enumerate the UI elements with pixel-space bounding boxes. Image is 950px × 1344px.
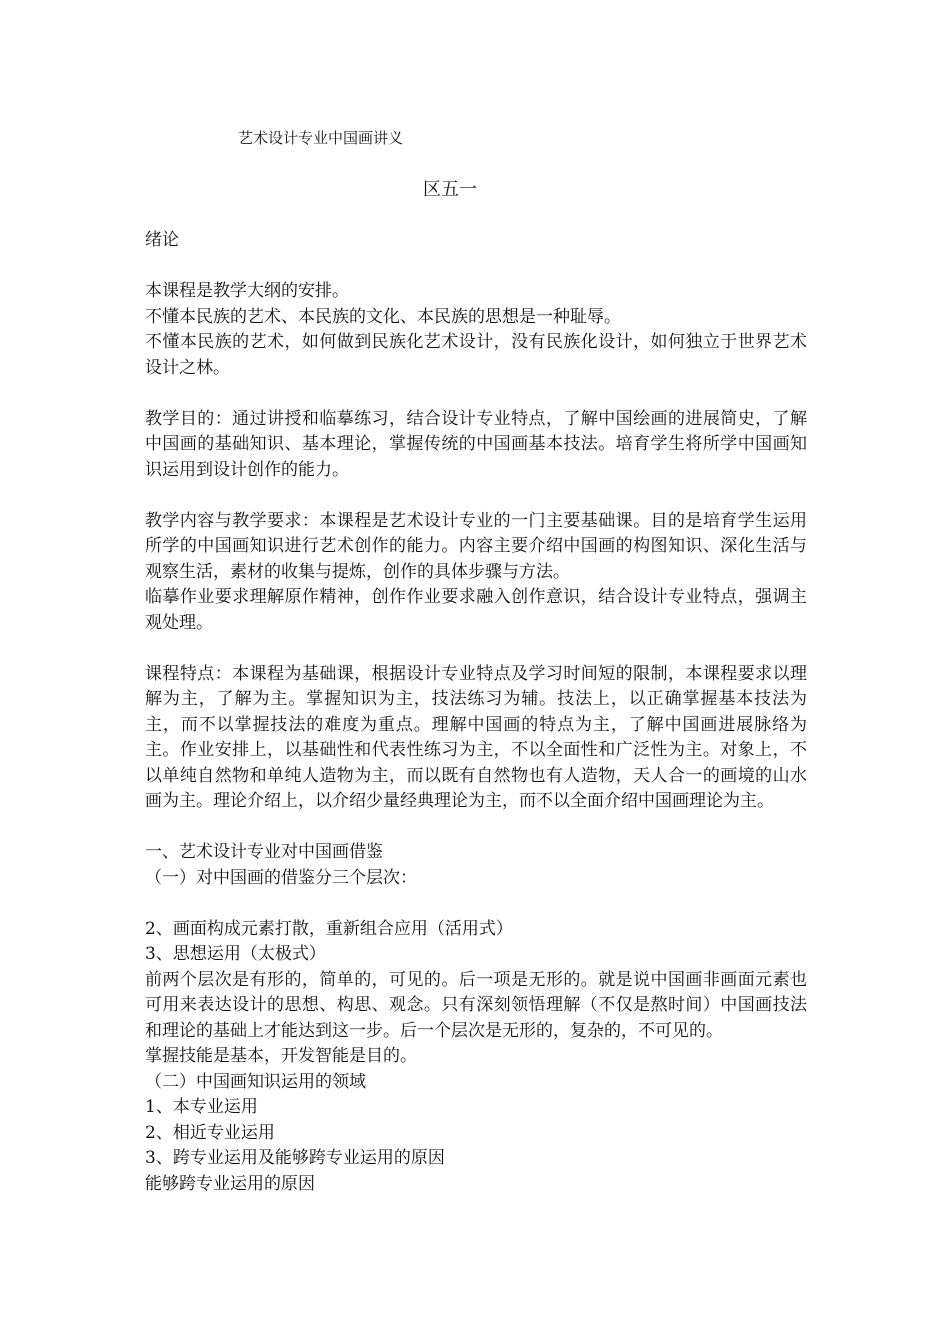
paragraph-gap xyxy=(145,891,807,917)
section-heading-intro: 绪论 xyxy=(145,230,179,250)
document-body xyxy=(145,228,807,1197)
teaching-content-paragraph: 临摹作业要求理解原作精神，创作作业要求融入创作意识，结合设计专业特点，强调主观处理。 xyxy=(145,587,807,633)
intro-line: 本课程是教学大纲的安排。 xyxy=(145,281,349,301)
paragraph-gap xyxy=(145,815,807,841)
section-one-heading: 一、艺术设计专业对中国画借鉴 xyxy=(145,842,383,862)
list-item: 3、思想运用（太极式） xyxy=(145,944,326,964)
list-item: 2、相近专业运用 xyxy=(145,1122,275,1143)
subsection-heading: （二）中国画知识运用的领域 xyxy=(145,1071,366,1092)
skill-note: 掌握技能是基本，开发智能是目的。 xyxy=(145,1046,417,1066)
intro-line: 不懂本民族的艺术，如何做到民族化艺术设计，没有民族化设计，如何独立于世界艺术设计之林。 xyxy=(145,332,807,378)
list-item: 3、跨专业运用及能够跨专业运用的原因 xyxy=(145,1148,445,1168)
list-item: 1、本专业运用 xyxy=(145,1097,258,1117)
list-item: 2、画面构成元素打散，重新组合应用（活用式） xyxy=(145,918,513,939)
teaching-content-paragraph: 教学内容与教学要求：本课程是艺术设计专业的一门主要基础课。目的是培育学生运用所学的中国画知识进行艺术创作的能力。内容主要介绍中国画的构图知识、深化生活与观察生活，素材的收集与提炼，创作的具体步骤与方法。 xyxy=(145,510,807,582)
paragraph-gap xyxy=(145,254,807,280)
paragraph-gap xyxy=(145,381,807,407)
course-features-paragraph: 课程特点：本课程为基础课，根据设计专业特点及学习时间短的限制，本课程要求以理解为主，了解为主。掌握知识为主，技法练习为辅。技法上，以正确掌握基本技法为主，而不以掌握技法的难度为重点。理解中国画的特点为主，了解中国画进展脉络为主。作业安排上，以基础性和代表性练习为主，不以全面性和广泛性为主。对象上，不以单纯自然物和单纯人造物为主，而以既有自然物也有人造物，天人合一的画境的山水画为主。理论介绍上，以介绍少量经典理论为主，而不以全面介绍中国画理论为主。 xyxy=(145,663,807,811)
paragraph-gap xyxy=(145,636,807,662)
document-author: 区五一 xyxy=(423,179,477,200)
subsection-heading: （一）对中国画的借鉴分三个层次： xyxy=(145,867,417,888)
paragraph-gap xyxy=(145,483,807,509)
document-title: 艺术设计专业中国画讲义 xyxy=(238,129,404,147)
teaching-goal-paragraph: 教学目的：通过讲授和临摹练习，结合设计专业特点，了解中国绘画的进展简史，了解中国画的基础知识、基本理论，掌握传统的中国画基本技法。培育学生将所学中国画知识运用到设计创作的能力。 xyxy=(145,408,807,480)
intro-line: 不懂本民族的艺术、本民族的文化、本民族的思想是一种耻辱。 xyxy=(145,306,621,327)
explanation-paragraph: 前两个层次是有形的，简单的，可见的。后一项是无形的。就是说中国画非画面元素也可用来表达设计的思想、构思、观念。只有深刻领悟理解（不仅是熬时间）中国画技法和理论的基础上才能达到这一步。后一个层次是无形的，复杂的，不可见的。 xyxy=(145,969,807,1041)
list-item: 能够跨专业运用的原因 xyxy=(145,1173,315,1194)
